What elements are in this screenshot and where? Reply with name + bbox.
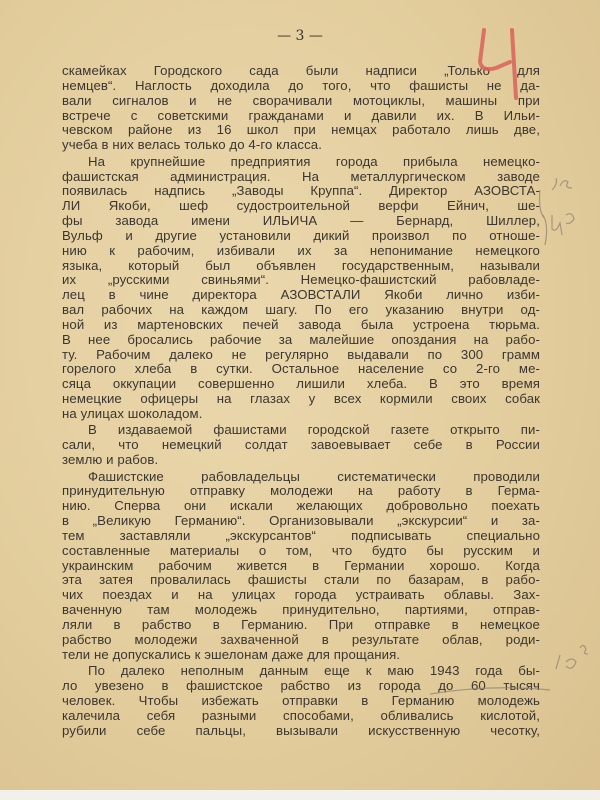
text-line: фашистская администрация. На металлургическом заводе bbox=[62, 169, 540, 184]
text-line: ляли в рабство в Германию. При отправке в немецкое bbox=[62, 618, 540, 632]
text-line: тели не допускались к эшелонам даже для прощания. bbox=[62, 647, 401, 662]
text-line: сяца оккупации совершенно лишили хлеба. В это время bbox=[62, 377, 540, 392]
text-line: В нее бросались рабочие за малейшие опоздания на рабо- bbox=[62, 332, 540, 347]
text-line: Фашистские рабовладельцы систематически проводили bbox=[88, 469, 540, 484]
text-line: человек. Чтобы избежать отправки в Германию молодежь bbox=[62, 693, 540, 708]
text-line: составленные материалы о том, что будто бы русским и bbox=[62, 543, 540, 558]
text-line: немцев“. Наглость доходила до того, что фашисты не да- bbox=[62, 78, 540, 93]
paragraph bbox=[62, 423, 540, 468]
text-line: По далеко неполным данным еще к маю 1943 года бы- bbox=[88, 664, 540, 679]
text-line: тем заставляли „экскурсантов“ подписывать специально bbox=[62, 528, 540, 543]
paragraph bbox=[62, 64, 540, 153]
text-line: в „Великую Германию“. Организовывали „экскурсии“ и за- bbox=[62, 514, 540, 529]
text-line: В издаваемой фашистами городской газете открыто пи- bbox=[88, 423, 540, 438]
text-line: принудительную отправку молодежи на работу в Герма- bbox=[62, 484, 540, 499]
text-line: калечила себя разными способами, обливались кислотой, bbox=[62, 708, 540, 723]
text-line: горелого хлеба в сутки. Остальное население со 2-го ме- bbox=[62, 362, 540, 377]
text-line: Вульф и другие установили дикий произвол по отноше- bbox=[62, 228, 540, 243]
text-line: сали, что немецкий солдат завоевывает себе в России bbox=[62, 438, 540, 453]
text-line: рабство молодежи захваченной в результате облав, роди- bbox=[62, 632, 540, 647]
text-line: ту. Рабочим далеко не регулярно выдавали по 300 грамм bbox=[62, 347, 540, 362]
text-line: украинским рабочим живется в Германии хорошо. Когда bbox=[62, 558, 540, 573]
document-body bbox=[62, 64, 540, 740]
text-line: нию к рабочим, избивали их за непонимание немецкого bbox=[62, 243, 540, 258]
text-line: вал рабочих на каждом шагу. По его указанию внутри од- bbox=[62, 303, 540, 318]
text-line: языка, который был объявлен государственным, называли bbox=[62, 258, 540, 273]
text-line: их „русскими свиньями“. Немецко-фашистский рабовладе- bbox=[62, 273, 540, 288]
text-line: скамейках Городского сада были надписи „Только для bbox=[62, 64, 540, 78]
text-line: землю и рабов. bbox=[62, 453, 159, 468]
text-line: ЛИ Якоби, шеф судостроительной верфи Ейнич, ше- bbox=[62, 199, 540, 214]
text-line: ваченную там молодежь принудительно, партиями, отправ- bbox=[62, 603, 540, 618]
text-line: появилась надпись „Заводы Круппа“. Директор АЗОВСТА- bbox=[62, 184, 540, 199]
text-line: чевском районе из 16 школ при немцах работало лишь две, bbox=[62, 123, 540, 138]
page-edge bbox=[0, 790, 600, 800]
paragraph bbox=[62, 470, 540, 663]
text-line: учеба в них велась только до 4-го класса. bbox=[62, 138, 322, 153]
text-line: на улицах шоколадом. bbox=[62, 407, 203, 421]
text-line: На крупнейшие предприятия города прибыла немецко- bbox=[88, 154, 540, 169]
text-line: вали сигналов и не сворачивали мотоциклы, машины при bbox=[62, 93, 540, 108]
page-number: — 3 — bbox=[277, 28, 323, 44]
text-line: нию. Сперва они искали желающих добровольно поехать bbox=[62, 499, 540, 514]
text-line: немецкие офицеры на глазах у всех кормили своих собак bbox=[62, 392, 540, 407]
text-line: рубили себе пальцы, вызывали искусственную чесотку, bbox=[62, 723, 540, 738]
text-line: фы завода имени ИЛЬИЧА — Бернард, Шиллер, bbox=[62, 214, 540, 229]
text-line: лец в чине директора АЗОВСТАЛИ Якоби лично изби- bbox=[62, 288, 540, 303]
paragraph bbox=[62, 155, 540, 422]
text-line: ной из мартеновских печей завода была устроена тюрьма. bbox=[62, 317, 540, 332]
text-line: ло увезено в фашистское рабство из города до 60 тысяч bbox=[62, 678, 540, 693]
text-line: эта затея провалилась фашисты стали по базарам, в рабо- bbox=[62, 573, 540, 588]
paragraph bbox=[62, 664, 540, 738]
text-line: встрече с советскими гражданами и давили их. В Ильи- bbox=[62, 108, 540, 123]
text-line: чих поездах и на улицах города устраивать облавы. Зах- bbox=[62, 588, 540, 603]
